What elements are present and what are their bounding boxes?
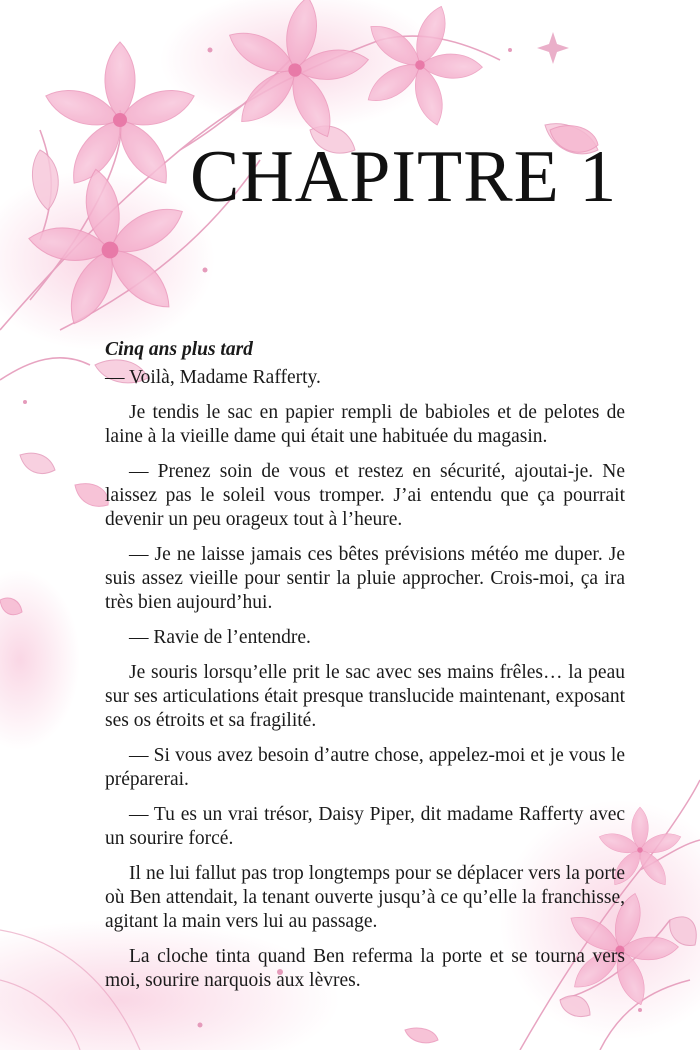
chapter-title: CHAPITRE 1 [190,136,618,218]
paragraph: La cloche tinta quand Ben referma la porte et se tourna vers moi, sourire narquois aux lèvres. [105,946,625,991]
chapter-body [105,338,625,1004]
paragraph: Il ne lui fallut pas trop longtemps pour se déplacer vers la porte où Ben attendait, la tenant ouverte jusqu’à ce qu’elle la franchisse, agitant la main vers lui au passage. [105,863,625,932]
paragraph: — Voilà, Madame Rafferty. [105,367,321,388]
section-subtitle: Cinq ans plus tard [105,339,253,360]
paragraph: — Si vous avez besoin d’autre chose, appelez-moi et je vous le préparerai. [105,745,625,790]
paragraph: — Ravie de l’entendre. [129,627,311,648]
paragraph: — Tu es un vrai trésor, Daisy Piper, dit madame Rafferty avec un sourire forcé. [105,804,625,849]
paragraph: Je souris lorsqu’elle prit le sac avec ses mains frêles… la peau sur ses articulations était presque translucide maintenant, exposant ses os étroits et sa fragilité. [105,662,625,731]
paragraph: — Je ne laisse jamais ces bêtes prévisions météo me duper. Je suis assez vieille pour sentir la pluie approcher. Crois-moi, ça ira très bien aujourd’hui. [105,544,625,613]
paragraph: Je tendis le sac en papier rempli de babioles et de pelotes de laine à la vieille dame qui était une habituée du magasin. [105,402,625,447]
paragraph: — Prenez soin de vous et restez en sécurité, ajoutai-je. Ne laissez pas le soleil vous tromper. J’ai entendu que ça pourrait devenir un peu orageux tout à l’heure. [105,461,625,530]
